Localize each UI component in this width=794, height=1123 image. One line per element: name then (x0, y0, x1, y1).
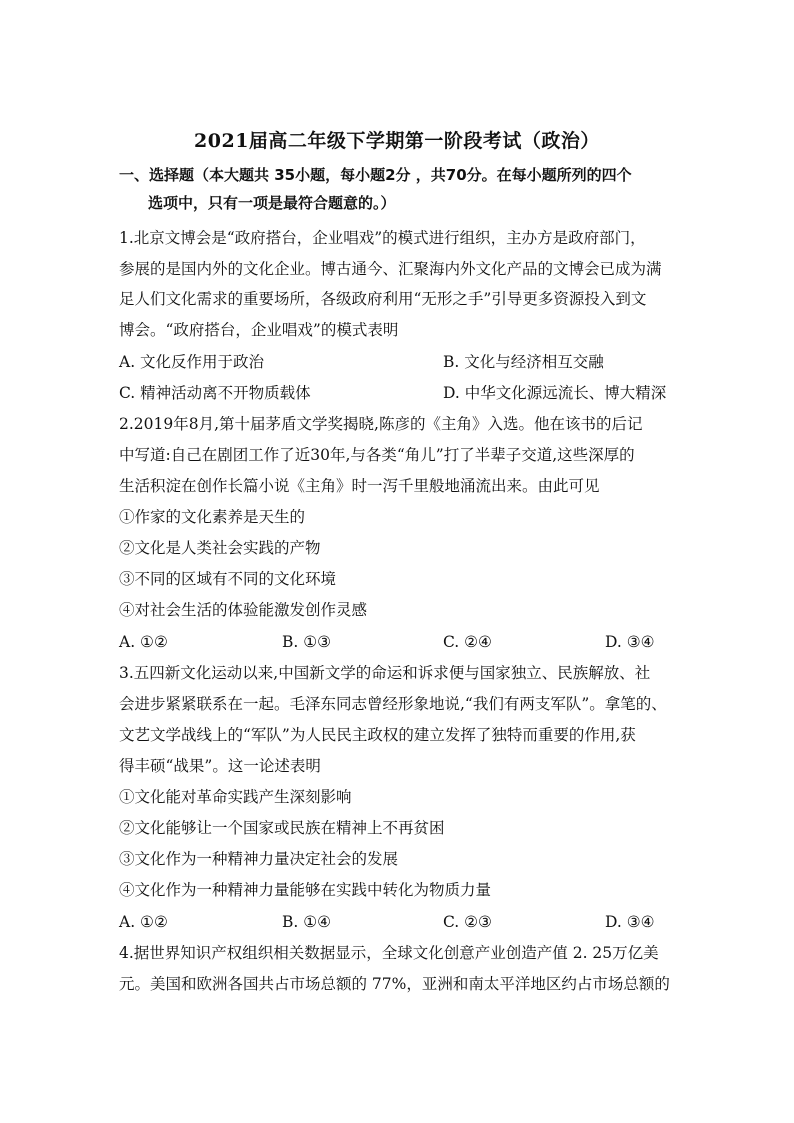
q2-line-2: 中写道:自己在剧团工作了近30年,与各类“角儿”打了半辈子交道,这些深厚的 (119, 446, 635, 464)
q3-item-2: ②文化能够让一个国家或民族在精神上不再贫困 (119, 819, 445, 837)
q3-line-2: 会进步紧紧联系在一起。毛泽东同志曾经形象地说,“我们有两支军队”。拿笔的、 (119, 695, 667, 713)
q1-option-d: D. 中华文化源远流长、博大精深 (443, 384, 667, 402)
q3-item-1: ①文化能对革命实践产生深刻影响 (119, 788, 352, 806)
page-title: 2021届高二年级下学期第一阶段考试（政治） (194, 130, 600, 152)
q1-line-3: 足人们文化需求的重要场所，各级政府利用“无形之手”引导更多资源投入到文 (119, 290, 647, 308)
q1-option-a: A. 文化反作用于政治 (119, 353, 265, 371)
q3-item-4: ④文化作为一种精神力量能够在实践中转化为物质力量 (119, 881, 492, 899)
q2-option-a: A. ①② (119, 633, 168, 651)
q2-item-1: ①作家的文化素养是天生的 (119, 508, 306, 526)
q2-line-3: 生活积淀在创作长篇小说《主角》时一泻千里般地涌流出来。由此可见 (119, 477, 600, 495)
q2-item-4: ④对社会生活的体验能激发创作灵感 (119, 601, 368, 619)
q4-line-2: 元。美国和欧洲各国共占市场总额的 77%，亚洲和南太平洋地区约占市场总额的 (119, 975, 670, 993)
q3-option-a: A. ①② (119, 913, 168, 931)
q3-line-1: 3.五四新文化运动以来,中国新文学的命运和诉求便与国家独立、民族解放、社 (119, 664, 651, 682)
q2-option-c: C. ②④ (443, 633, 492, 651)
q1-option-c: C. 精神活动离不开物质载体 (119, 384, 311, 402)
q3-item-3: ③文化作为一种精神力量决定社会的发展 (119, 850, 399, 868)
section-header-line2: 选项中，只有一项是最符合题意的。） (148, 194, 396, 212)
section-header-line1: 一、选择题（本大题共 35小题，每小题2分 ，共70分。在每小题所列的四个 (119, 166, 632, 184)
q2-item-2: ②文化是人类社会实践的产物 (119, 539, 321, 557)
q1-line-1: 1.北京文博会是“政府搭台，企业唱戏”的模式进行组织，主办方是政府部门， (119, 229, 646, 247)
q3-option-c: C. ②③ (443, 913, 492, 931)
q1-line-2: 参展的是国内外的文化企业。博古通今、汇聚海内外文化产品的文博会已成为满 (119, 260, 662, 278)
q3-option-d: D. ③④ (605, 913, 655, 931)
q1-option-b: B. 文化与经济相互交融 (443, 353, 604, 371)
q2-item-3: ③不同的区域有不同的文化环境 (119, 570, 337, 588)
q3-line-3: 文艺文学战线上的“军队”为人民民主政权的建立发挥了独特而重要的作用,获 (119, 726, 636, 744)
q3-option-b: B. ①④ (282, 913, 332, 931)
q3-line-4: 得丰硕“战果”。这一论述表明 (119, 757, 321, 775)
q2-option-d: D. ③④ (605, 633, 655, 651)
q2-line-1: 2.2019年8月,第十届茅盾文学奖揭晓,陈彦的《主角》入选。他在该书的后记 (119, 415, 643, 433)
q1-line-4: 博会。“政府搭台，企业唱戏”的模式表明 (119, 321, 399, 339)
q2-option-b: B. ①③ (282, 633, 332, 651)
q4-line-1: 4.据世界知识产权组织相关数据显示，全球文化创意产业创造产值 2. 25万亿美 (119, 944, 659, 962)
